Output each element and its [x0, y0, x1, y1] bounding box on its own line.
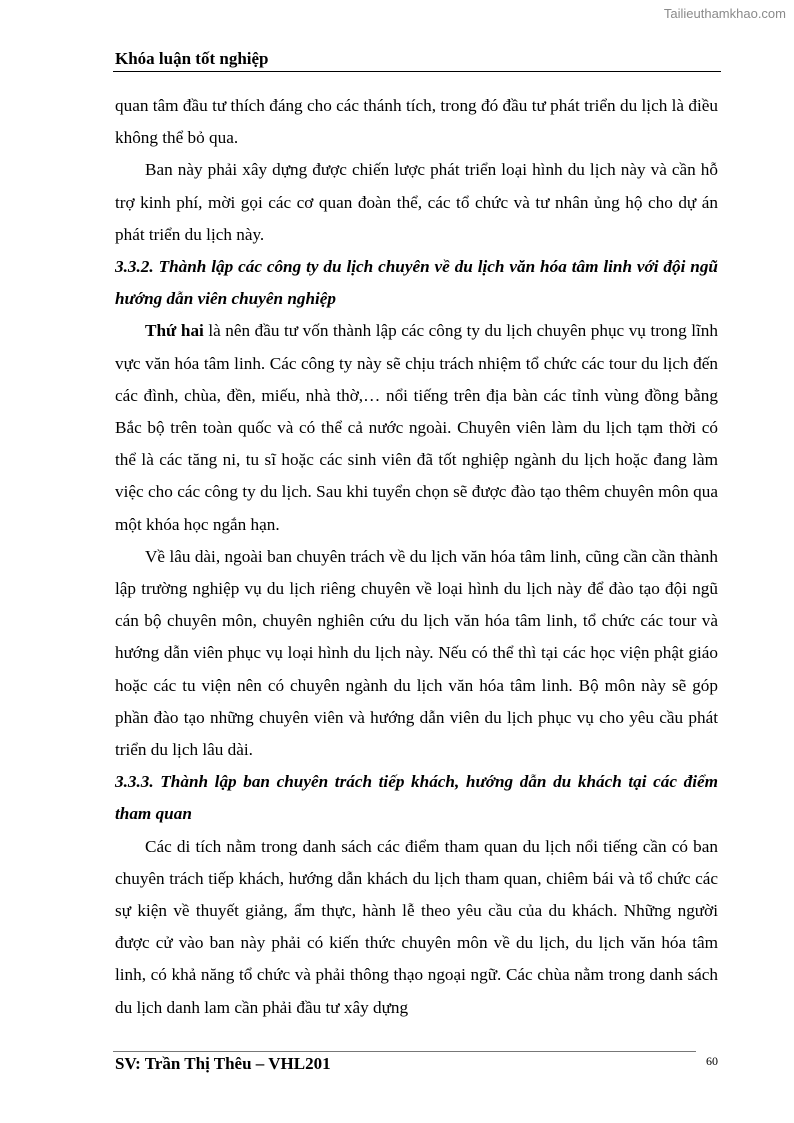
watermark: Tailieuthamkhao.com — [663, 6, 786, 21]
header-rule — [113, 71, 721, 72]
paragraph-5: Các di tích nằm trong danh sách các điểm tham quan du lịch nổi tiếng cần có ban chuyên trách tiếp khách, hướng dẫn khách du lịch tham quan, chiêm bái và tổ chức các sự kiện về thuyết giảng, ẩm thực, hành lễ theo yêu cầu của du khách. Những người được cử vào ban này phải có kiến thức chuyên môn về du lịch, du lịch văn hóa tâm linh, có khả năng tổ chức và phải thông thạo ngoại ngữ. Các chùa nằm trong danh sách du lịch danh lam cần phải đầu tư xây dựng — [115, 836, 718, 1017]
paragraph-3-lead: Thứ hai — [145, 321, 204, 341]
footer-rule — [113, 1051, 696, 1052]
footer-student: SV: Trần Thị Thêu – VHL201 — [115, 1054, 331, 1073]
paragraph-3 — [115, 315, 718, 540]
paragraph-2: Ban này phải xây dựng được chiến lược phát triển loại hình du lịch này và cần hỗ trợ kinh phí, mời gọi các cơ quan đoàn thể, các tổ chức và tư nhân ủng hộ cho dự án phát triển du lịch này. — [115, 160, 718, 244]
paragraph-4: Về lâu dài, ngoài ban chuyên trách về du lịch văn hóa tâm linh, cũng cần cần thành lập trường nghiệp vụ du lịch riêng chuyên về loại hình du lịch này để đào tạo đội ngũ cán bộ chuyên môn, chuyên nghiên cứu du lịch văn hóa tâm linh, tổ chức các tour và hướng dẫn viên phục vụ loại hình du lịch này. Nếu có thể thì tại các học viện phật giáo hoặc các tu viện nên có chuyên ngành du lịch văn hóa tâm linh. Bộ môn này sẽ góp phần đào tạo những chuyên viên và hướng dẫn viên du lịch phục vụ cho yêu cầu phát triển du lịch lâu dài. — [115, 546, 718, 760]
paragraph-1: quan tâm đầu tư thích đáng cho các thánh tích, trong đó đầu tư phát triển du lịch là điều không thể bỏ qua. — [115, 96, 718, 148]
document-body — [115, 90, 718, 1024]
header-title: Khóa luận tốt nghiệp — [115, 49, 269, 68]
page-number: 60 — [706, 1054, 718, 1068]
section-heading-3-3-3: 3.3.3. Thành lập ban chuyên trách tiếp khách, hướng dẫn du khách tại các điểm tham quan — [115, 772, 718, 824]
section-heading-3-3-2: 3.3.2. Thành lập các công ty du lịch chuyên về du lịch văn hóa tâm linh với đội ngũ hướng dẫn viên chuyên nghiệp — [115, 257, 718, 309]
paragraph-3-text: là nên đầu tư vốn thành lập các công ty du lịch chuyên phục vụ trong lĩnh vực văn hóa tâm linh. Các công ty này sẽ chịu trách nhiệm tổ chức các tour du lịch đến các đình, chùa, đền, miếu, nhà thờ,… nổi tiếng trên địa bàn các tỉnh vùng đồng bằng Bắc bộ trên toàn quốc và có thể cả nước ngoài. Chuyên viên làm du lịch tạm thời có thể là các tăng ni, tu sĩ hoặc các sinh viên đã tốt nghiệp ngành du lịch hoặc đang làm việc cho các công ty du lịch. Sau khi tuyển chọn sẽ được đào tạo thêm chuyên môn qua một khóa học ngắn hạn. — [115, 321, 718, 534]
